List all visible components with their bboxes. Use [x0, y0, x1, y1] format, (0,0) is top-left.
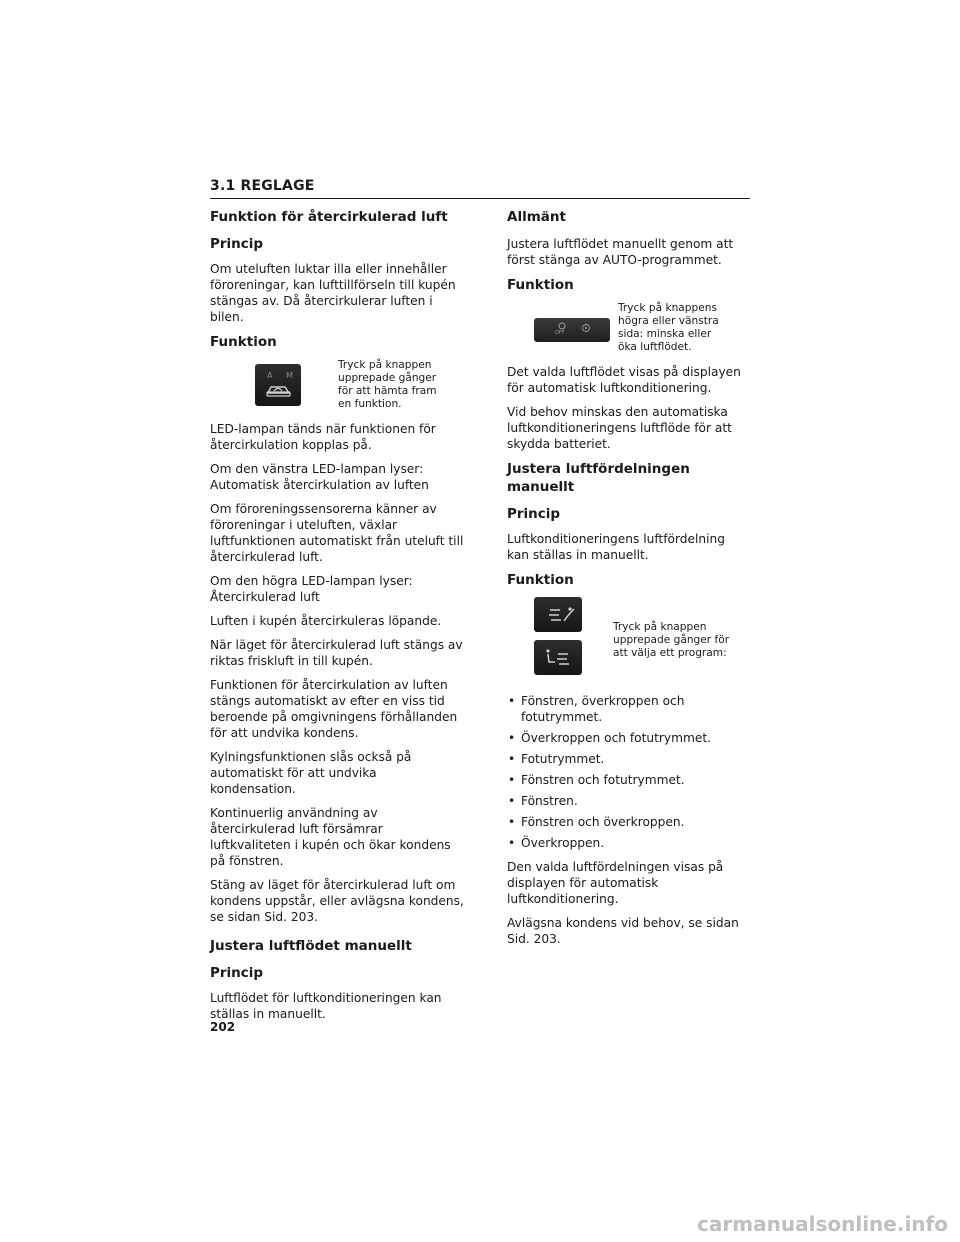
watermark: carmanualsonline.info: [697, 1212, 948, 1236]
figure-recirc-button: [210, 359, 465, 411]
distribution-button-lower-image: [534, 640, 582, 675]
paragraph-led-on: LED-lampan tänds när funktionen för återcirkulation kopplas på.: [210, 422, 436, 452]
list-item: • Överkroppen.: [507, 835, 750, 851]
paragraph-battery: Vid behov minskas den automatiska luftkonditioneringens luftflöde för att skydda batteriet.: [507, 405, 732, 451]
fan-icon: [534, 318, 610, 342]
list-item: • Fönstren, överkroppen och fotutrymmet.: [507, 693, 750, 725]
figure-airflow-button: [507, 302, 750, 354]
led-letter-a: A: [267, 371, 273, 380]
airflow-button-image: [534, 318, 610, 342]
list-item: • Överkroppen och fotutrymmet.: [507, 730, 750, 746]
paragraph-remove-condensation: Avlägsna kondens vid behov, se sidan Sid. 203.: [507, 916, 739, 946]
paragraph-auto-off: Funktionen för återcirkulation av luften stängs automatiskt av efter en viss tid beroende på omgivningens förhållanden för att undvika kondens.: [210, 678, 458, 740]
figure-caption-recirc: Tryck på knappen upprepade gånger för att hämta fram en funktion.: [338, 359, 437, 410]
paragraph-princip-right: Luftkonditioneringens luftfördelning kan ställas in manuellt.: [507, 532, 725, 562]
right-column: [507, 208, 750, 955]
paragraph-princip: Om uteluften luktar illa eller innehåller föroreningar, kan lufttillförseln till kupén stängas av. Då återcirkulerar luften i bilen.: [210, 262, 456, 324]
heading-recirculation: Funktion för återcirkulerad luft: [210, 209, 448, 225]
list-item: • Fönstren.: [507, 793, 750, 809]
list-item: • Fönstren och överkroppen.: [507, 814, 750, 830]
paragraph-allmant: Justera luftflödet manuellt genom att först stänga av AUTO-programmet.: [507, 237, 734, 267]
figure-caption-distribution: Tryck på knappen upprepade gånger för att välja ett program:: [613, 621, 730, 659]
heading-distribution: Justera luftfördelningen manuellt: [507, 461, 690, 495]
car-recirculation-icon: [255, 364, 301, 406]
paragraph-cooling: Kylningsfunktionen slås också på automatiskt för att undvika kondensation.: [210, 750, 412, 796]
heading-princip-2: Princip: [210, 965, 264, 981]
windshield-airflow-icon: [534, 597, 582, 632]
distribution-button-stack: [534, 597, 582, 675]
section-header: 3.1 REGLAGE: [210, 178, 750, 199]
paragraph-distribution-display: Den valda luftfördelningen visas på displayen för automatisk luftkonditionering.: [507, 860, 724, 906]
heading-airflow: Justera luftflödet manuellt: [210, 938, 412, 954]
paragraph-right-led: Om den högra LED-lampan lyser: Återcirkulerad luft: [210, 574, 413, 604]
heading-funktion-right: Funktion: [507, 277, 574, 293]
paragraph-display: Det valda luftflödet visas på displayen för automatisk luftkonditionering.: [507, 365, 741, 395]
figure-distribution-buttons: [507, 597, 750, 675]
paragraph-left-led: Om den vänstra LED-lampan lyser: Automatisk återcirkulation av luften: [210, 462, 429, 492]
paragraph-continuous: Luften i kupén återcirkuleras löpande.: [210, 614, 442, 628]
paragraph-princip-2: Luftflödet för luftkonditioneringen kan ställas in manuellt.: [210, 991, 442, 1021]
heading-allmant: Allmänt: [507, 209, 566, 225]
paragraph-air-quality: Kontinuerlig användning av återcirkulerad luft försämrar luftkvaliteten i kupén och ökar kondens på fönstren.: [210, 806, 451, 868]
distribution-programs-list: [507, 693, 750, 851]
page-number: 202: [210, 1020, 236, 1034]
heading-funktion: Funktion: [210, 334, 277, 350]
paragraph-fresh-air: När läget för återcirkulerad luft stängs av riktas friskluft in till kupén.: [210, 638, 463, 668]
paragraph-condensation: Stäng av läget för återcirkulerad luft om kondens uppstår, eller avlägsna kondens, se sidan Sid. 203.: [210, 878, 464, 924]
person-airflow-icon: [534, 640, 582, 675]
heading-princip: Princip: [210, 236, 264, 252]
heading-funktion-right-2: Funktion: [507, 572, 574, 588]
recirculation-button-image: [255, 364, 301, 406]
list-item: • Fotutrymmet.: [507, 751, 750, 767]
list-item: • Fönstren och fotutrymmet.: [507, 772, 750, 788]
figure-caption-airflow: Tryck på knappens högra eller vänstra sida: minska eller öka luftflödet.: [618, 302, 719, 353]
distribution-button-upper-image: [534, 597, 582, 632]
led-letter-m: M: [286, 371, 293, 380]
heading-princip-right: Princip: [507, 506, 561, 522]
left-column: [210, 208, 465, 1030]
paragraph-sensors: Om föroreningssensorerna känner av föroreningar i uteluften, växlar luftfunktionen automatiskt från uteluft till återcirkulerad luft.: [210, 502, 464, 564]
airflow-off-label: OFF: [555, 330, 565, 336]
